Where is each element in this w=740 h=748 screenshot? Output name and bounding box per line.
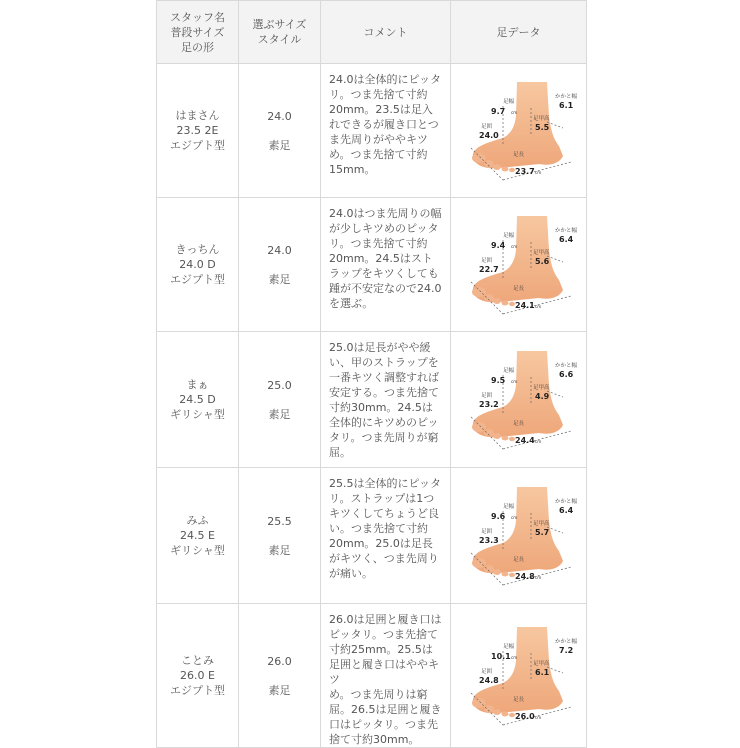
length-value: 24.8 xyxy=(514,571,535,581)
header-size xyxy=(239,1,321,64)
unit-label: cm xyxy=(534,303,541,309)
foot-data-cell xyxy=(451,64,587,198)
comment-line: リ。ストラップは1つ xyxy=(329,492,435,505)
unit-label: cm xyxy=(510,109,517,115)
staff-name: はまさん xyxy=(175,109,220,122)
comment-line: 15mm。 xyxy=(329,163,376,176)
foot-width-value: 10.1 xyxy=(490,651,511,661)
length-label: 足長 xyxy=(512,285,524,292)
header-style: スタイル xyxy=(257,33,302,46)
unit-label: cm xyxy=(534,438,541,444)
style: 素足 xyxy=(268,683,291,697)
instep-label: 足甲高 xyxy=(532,384,550,391)
unit-label: cm xyxy=(510,378,517,384)
instep-value: 5.6 xyxy=(534,256,549,266)
girth-value: 23.3 xyxy=(478,535,499,545)
heel-width-value: 6.4 xyxy=(558,234,573,244)
instep-value: 5.5 xyxy=(534,122,549,132)
foot-shape: エジプト型 xyxy=(170,139,225,152)
size-cell xyxy=(239,604,321,748)
foot-diagram xyxy=(459,481,579,591)
header-foot-data: 足データ xyxy=(451,1,587,64)
header-foot-shape: 足の形 xyxy=(181,40,214,54)
heel-width-value: 6.6 xyxy=(558,369,573,379)
foot-shape: エジプト型 xyxy=(170,273,225,286)
size-comparison-table xyxy=(156,0,587,748)
foot-diagram xyxy=(459,345,579,455)
comment-line: 一番キツく調整すれば xyxy=(329,371,439,384)
length-label: 足長 xyxy=(512,556,524,563)
style: 素足 xyxy=(268,543,291,557)
heel-width-value: 6.4 xyxy=(558,505,573,515)
girth-label: 足囲 xyxy=(480,257,492,264)
heel-width-value: 6.1 xyxy=(558,100,573,110)
girth-value: 22.7 xyxy=(478,264,499,274)
header-chosen-size: 選ぶサイズ xyxy=(252,18,307,31)
foot-data-cell xyxy=(451,604,587,748)
instep-label: 足甲高 xyxy=(532,249,550,256)
table-row xyxy=(157,64,587,198)
length-label: 足長 xyxy=(512,696,524,703)
header-staff xyxy=(157,1,239,64)
usual-size: 23.5 2E xyxy=(176,124,219,137)
foot-shape: ギリシャ型 xyxy=(170,408,225,421)
size-cell xyxy=(239,468,321,604)
comment-line: 足囲と履き口はややキツ xyxy=(329,658,439,686)
table-row xyxy=(157,604,587,748)
table-header-row xyxy=(157,1,587,64)
length-value: 24.4 xyxy=(514,435,535,445)
comment-line: キツくしてちょうど良 xyxy=(329,507,439,520)
heel-width-label: かかと幅 xyxy=(554,498,577,505)
comment-line: 寸約25mm。25.5は xyxy=(329,643,433,656)
length-label: 足長 xyxy=(512,151,524,158)
size-cell xyxy=(239,332,321,468)
size-comparison-table-wrapper xyxy=(156,0,586,748)
staff-name: まぁ xyxy=(186,378,209,391)
foot-width-value: 9.4 xyxy=(490,240,505,250)
usual-size: 26.0 E xyxy=(180,669,215,682)
style: 素足 xyxy=(268,407,291,421)
comment-line: れできるが履き口とつ xyxy=(329,118,439,131)
usual-size: 24.5 D xyxy=(179,393,216,406)
length-value: 24.1 xyxy=(514,300,535,310)
comment-line: 寸約30mm。24.5は xyxy=(329,401,433,414)
instep-value: 4.9 xyxy=(534,391,549,401)
comment-cell xyxy=(321,198,451,332)
unit-label: cm xyxy=(510,243,517,249)
table-row xyxy=(157,468,587,604)
comment-line: 全体的にキツめのピッ xyxy=(329,416,439,429)
header-usual-size: 普段サイズ xyxy=(170,25,225,39)
chosen-size: 24.0 xyxy=(267,109,292,123)
instep-label: 足甲高 xyxy=(532,520,550,527)
foot-width-value: 9.6 xyxy=(490,511,505,521)
table-row xyxy=(157,198,587,332)
foot-data-cell xyxy=(451,468,587,604)
staff-cell xyxy=(157,604,239,748)
staff-cell xyxy=(157,64,239,198)
girth-label: 足囲 xyxy=(480,668,492,675)
comment-line: ま先周りがややキツ xyxy=(329,133,428,146)
chosen-size: 26.0 xyxy=(267,654,292,668)
comment-line: め。つま先周りは窮 xyxy=(329,688,428,701)
comment-line: 捨て寸約30mm。 xyxy=(329,733,420,746)
comment-line: め。つま先捨て寸約 xyxy=(329,148,428,161)
unit-label: cm xyxy=(510,514,517,520)
foot-data-cell xyxy=(451,198,587,332)
comment-line: 25.0は足長がやや緩 xyxy=(329,341,431,354)
comment-line: ピッタリ。つま先捨て xyxy=(329,628,439,641)
chosen-size: 25.5 xyxy=(267,514,292,528)
staff-cell xyxy=(157,198,239,332)
comment-line: を選ぶ。 xyxy=(329,297,374,310)
comment-line: 口はピッタリ。つま先 xyxy=(329,718,439,731)
foot-width-label: 足幅 xyxy=(502,503,514,510)
girth-label: 足囲 xyxy=(480,123,492,130)
heel-width-value: 7.2 xyxy=(558,645,573,655)
comment-cell xyxy=(321,468,451,604)
size-cell xyxy=(239,198,321,332)
heel-width-label: かかと幅 xyxy=(554,93,577,100)
girth-label: 足囲 xyxy=(480,528,492,535)
comment-line: い。つま先捨て寸約 xyxy=(329,522,428,535)
length-label: 足長 xyxy=(512,420,524,427)
comment-line: 25.5は全体的にピッタ xyxy=(329,477,442,490)
chosen-size: 25.0 xyxy=(267,378,292,392)
foot-width-value: 9.7 xyxy=(490,106,505,116)
comment-cell xyxy=(321,64,451,198)
comment-cell xyxy=(321,604,451,748)
comment-line: 屈。 xyxy=(329,446,351,459)
comment-line: 24.0はつま先周りの幅 xyxy=(329,207,442,220)
comment-line: 20mm。25.0は足長 xyxy=(329,537,433,550)
style: 素足 xyxy=(268,138,291,152)
length-value: 26.0 xyxy=(514,711,535,721)
comment-line: タリ。つま先周りが窮 xyxy=(329,431,439,444)
foot-width-value: 9.5 xyxy=(490,375,505,385)
foot-shape: ギリシャ型 xyxy=(170,544,225,557)
staff-name: きっちん xyxy=(175,243,220,256)
unit-label: cm xyxy=(510,654,517,660)
table-row xyxy=(157,332,587,468)
length-value: 23.7 xyxy=(514,166,535,176)
comment-line: 安定する。つま先捨て xyxy=(329,386,439,399)
instep-label: 足甲高 xyxy=(532,660,550,667)
comment-line: が痛い。 xyxy=(329,567,373,580)
instep-value: 6.1 xyxy=(534,667,549,677)
unit-label: cm xyxy=(534,169,541,175)
foot-data-cell xyxy=(451,332,587,468)
comment-line: ラップをキツくしても xyxy=(329,267,439,280)
heel-width-label: かかと幅 xyxy=(554,227,577,234)
header-staff-name: スタッフ名 xyxy=(170,10,225,24)
girth-value: 23.2 xyxy=(478,399,499,409)
foot-diagram xyxy=(459,76,579,186)
comment-line: い、甲のストラップを xyxy=(329,356,439,369)
comment-line: リ。つま先捨て寸約 xyxy=(329,237,428,250)
comment-line: が少しキツめのピッタ xyxy=(329,222,439,235)
staff-cell xyxy=(157,468,239,604)
unit-label: cm xyxy=(534,574,541,580)
comment-line: リ。つま先捨て寸約 xyxy=(329,88,428,101)
heel-width-label: かかと幅 xyxy=(554,638,577,645)
chosen-size: 24.0 xyxy=(267,243,292,257)
comment-line: 24.0は全体的にピッタ xyxy=(329,73,442,86)
foot-width-label: 足幅 xyxy=(502,232,514,239)
heel-width-label: かかと幅 xyxy=(554,362,577,369)
comment-line: 20mm。24.5はスト xyxy=(329,252,433,265)
foot-width-label: 足幅 xyxy=(502,98,514,105)
comment-line: 屈。26.5は足囲と履き xyxy=(329,703,442,716)
staff-name: ことみ xyxy=(181,654,214,667)
foot-diagram xyxy=(459,210,579,320)
comment-line: 26.0は足囲と履き口は xyxy=(329,613,442,626)
staff-cell xyxy=(157,332,239,468)
header-comment: コメント xyxy=(321,1,451,64)
comment-cell xyxy=(321,332,451,468)
style: 素足 xyxy=(268,272,291,286)
girth-value: 24.0 xyxy=(478,130,499,140)
usual-size: 24.0 D xyxy=(179,258,216,271)
comment-line: がキツく、つま先周り xyxy=(329,552,439,565)
staff-name: みふ xyxy=(186,514,209,527)
foot-shape: エジプト型 xyxy=(170,684,225,697)
unit-label: cm xyxy=(534,714,541,720)
usual-size: 24.5 E xyxy=(180,529,215,542)
size-cell xyxy=(239,64,321,198)
comment-line: 踵が不安定なので24.0 xyxy=(329,282,442,295)
girth-value: 24.8 xyxy=(478,675,499,685)
comment-line: 20mm。23.5は足入 xyxy=(329,103,433,116)
girth-label: 足囲 xyxy=(480,392,492,399)
instep-value: 5.7 xyxy=(534,527,549,537)
foot-width-label: 足幅 xyxy=(502,643,514,650)
foot-diagram xyxy=(459,621,579,731)
foot-width-label: 足幅 xyxy=(502,367,514,374)
instep-label: 足甲高 xyxy=(532,115,550,122)
